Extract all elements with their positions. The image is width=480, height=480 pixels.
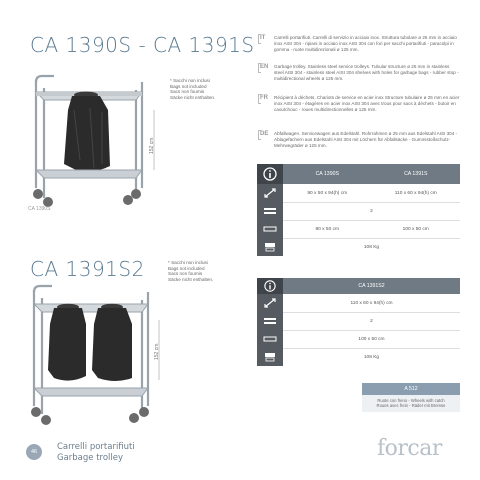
spec-header-row [257,164,460,184]
dimension-label-1: 152 cm [149,137,155,154]
accessory-description: Ruote con freno - Wheels with catch Roues avec frein - Räder mit Bremse [362,395,460,412]
model-cell: CA 1391S2 [358,283,385,289]
language-code: IT [260,35,266,41]
accessory-code: A 512 [362,383,460,395]
shelves-row: 2 [257,202,460,220]
language-code: FR [260,95,268,101]
language-code: EN [260,64,269,70]
language-code: DE [260,131,269,137]
info-icon [257,278,283,294]
footer-title-it: Carrelli portarifiuti [57,442,135,452]
shelves-icon [257,312,283,330]
dimensions-row: 90 x 50 x 94(h) cm 110 x 60 x 94(h) cm [257,184,460,202]
accessory-box [362,383,460,412]
spec-table-2 [257,278,460,366]
shelves-row: 2 [257,312,460,330]
model-cell: CA 1391S [404,171,428,177]
info-icon [257,164,283,184]
description-text: Récipient à déchets. Chariots de service en acier inox Structure tubulaire ø 25 mm en acier inox AISI 304 - étagères en acier inox AISI 304 avec trous pour sacs à déchets - butoir en caoutchouc - roues multidirectionnelles ø 125 mm. [274,95,460,112]
trolley-photo-1 [24,70,164,210]
shelf-size-row: 100 x 50 cm [257,330,460,348]
description-text: Carrelli portarifiuti. Carrelli di servizio in acciaio inox. Struttura tubolare ø 25 mm in acciaio inox AISI 304 - ripiani in acciaio inox AISI 304 con fori per sacchi portarifiuti - paracolpi in gomma - ruote multidirezionali ø 125 mm. [274,35,457,52]
dimension-label-2: 152 cm [154,343,160,360]
dimensions-icon [257,294,283,312]
shelf-size-row: 80 x 50 cm 100 x 50 cm [257,220,460,238]
description-text: Abfallwagen. Servicewagen aus Edelstahl. Rohrrahmen ø 25 mm aus Edelstahl AISI 304 - Ablagefächern aus Edelstahl AISI 304 mit Löchern für Abfallsäcke - Gummistoßschutz- Mehrwegräder ø 125 mm. [274,131,458,148]
spec-header-row [257,278,460,294]
shelves-icon [257,202,283,220]
shelf-size-icon [257,220,283,238]
spec-table-1 [257,164,460,256]
shelf-size-icon [257,330,283,348]
product-title-1: CA 1390S - CA 1391S [30,33,255,57]
footer-title-en: Garbage trolley [57,453,124,463]
max-load-icon [257,348,283,366]
dimensions-row: 110 x 60 x 94(h) cm [257,294,460,312]
dimensions-icon [257,184,283,202]
max-load-row: 108 Kg [257,348,460,366]
brand-logo: forcar [377,436,442,461]
bags-note-1: * Sacchi non inclusi Bags not included Sacs non fournis Säcke nicht enthalten. [170,78,216,100]
max-load-row: 108 Kg [257,238,460,256]
product-title-2: CA 1391S2 [30,257,145,281]
description-text: Garbage trolley. Stainless steel service trolleys. Tubular structure ø 25 mm in stainless steel AISI 304 - stainless steel AISI 304 shelves with holes for garbage bags - rubber stop - multidirectional wheels ø 125 mm. [274,64,459,81]
max-load-icon [257,238,283,256]
photo-caption-1: CA 1390S [28,206,51,212]
bags-note-2: * Sacchi non inclusi Bags not included Sacs non fournis Säcke nicht enthalten. [168,260,214,282]
model-cell: CA 1390S [315,171,339,177]
page-number: 46 [26,444,42,460]
trolley-photo-2 [24,280,164,428]
